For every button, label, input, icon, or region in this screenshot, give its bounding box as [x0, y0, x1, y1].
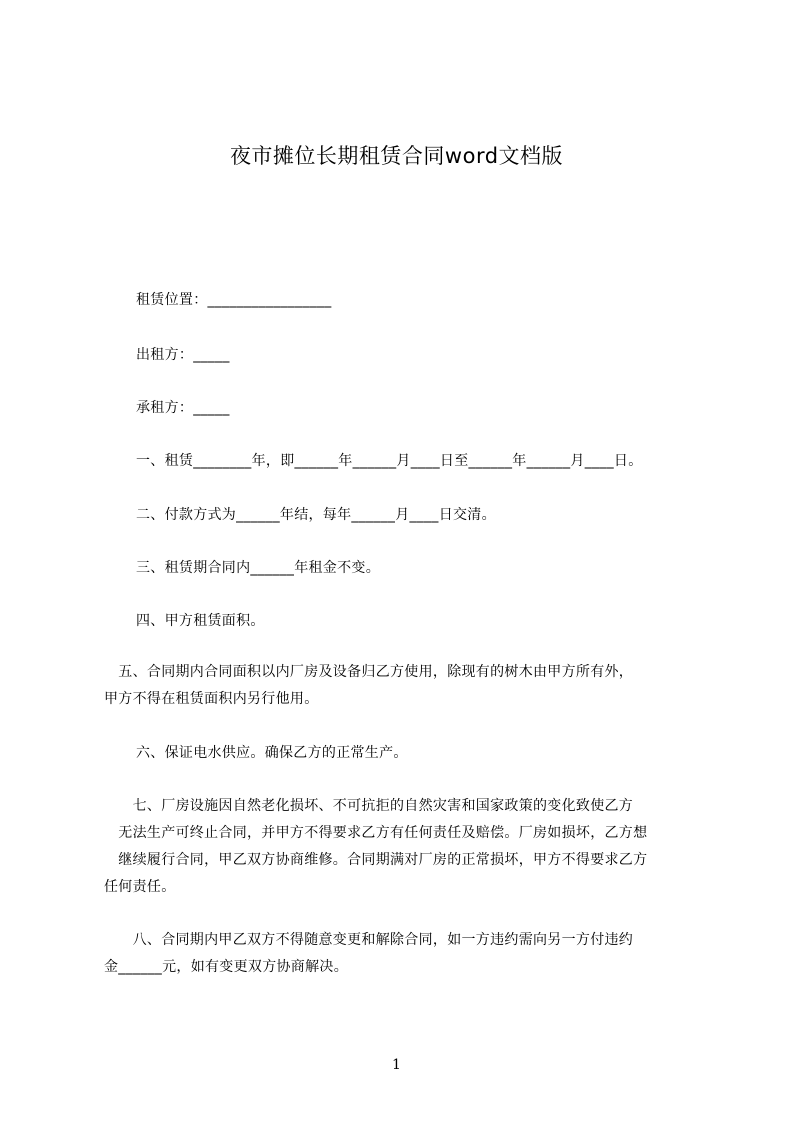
page-number: 1 — [392, 1057, 401, 1073]
clause-8-line: 八、合同期内甲乙双方不得随意变更和解除合同，如一方违约需向另一方付违约 — [104, 932, 634, 948]
field-lessor: 出租方：_____ — [136, 347, 230, 363]
field-location: 租赁位置：_________________ — [136, 292, 332, 308]
clause-2: 二、付款方式为______年结，每年______月____日交清。 — [136, 507, 496, 523]
clause-3: 三、租赁期合同内______年租金不变。 — [136, 560, 380, 576]
clause-1: 一、租赁________年，即______年______月____日至______年______月____日。 — [136, 453, 643, 469]
clause-7 — [104, 793, 724, 901]
clause-7-line: 无法生产可终止合同，并甲方不得要求乙方有任何责任及赔偿。厂房如损坏，乙方想 — [104, 825, 648, 841]
clause-7-line: 任何责任。 — [104, 879, 176, 895]
document-title: 夜市摊位长期租赁合同word文档版 — [229, 144, 564, 168]
clause-5 — [104, 659, 724, 713]
field-lessee: 承租方：_____ — [136, 400, 230, 416]
clause-6: 六、保证电水供应。确保乙方的正常生产。 — [136, 745, 408, 761]
clause-7-line: 七、厂房设施因自然老化损坏、不可抗拒的自然灾害和国家政策的变化致使乙方 — [104, 798, 634, 814]
clause-4: 四、甲方租赁面积。 — [136, 613, 265, 629]
clause-7-line: 继续履行合同，甲乙双方协商维修。合同期满对厂房的正常损坏，甲方不得要求乙方 — [104, 852, 648, 868]
clause-8-line: 金______元，如有变更双方协商解决。 — [104, 959, 348, 975]
clause-8 — [104, 927, 724, 981]
clause-5-line: 五、合同期内合同面积以内厂房及设备归乙方使用，除现有的树木由甲方所有外， — [104, 664, 634, 680]
clause-5-line: 甲方不得在租赁面积内另行他用。 — [104, 691, 319, 707]
